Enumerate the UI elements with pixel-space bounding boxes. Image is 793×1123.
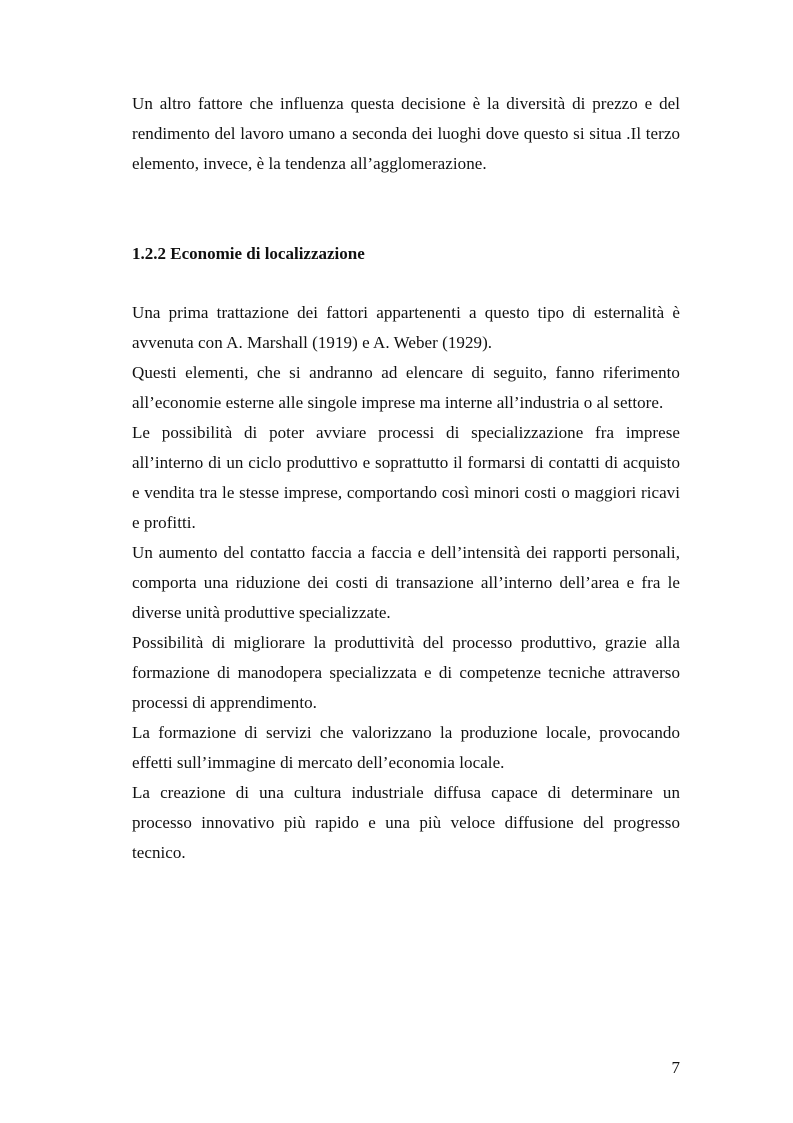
intro-paragraph: Un altro fattore che influenza questa decisione è la diversità di prezzo e del rendimento del lavoro umano a seconda dei luoghi dove questo si situa .Il terzo elemento, invece, è la tendenza all’agglomerazione. — [132, 94, 680, 173]
body-paragraph: La formazione di servizi che valorizzano la produzione locale, provocando effetti sull’immagine di mercato dell’economia locale. — [132, 723, 680, 772]
body-paragraph: Questi elementi, che si andranno ad elencare di seguito, fanno riferimento all’economie esterne alle singole imprese ma interne all’industria o al settore. — [132, 363, 680, 412]
page-number: 7 — [671, 1058, 680, 1077]
body-paragraph: Un aumento del contatto faccia a faccia e dell’intensità dei rapporti personali, comporta una riduzione dei costi di transazione all’interno dell’area e fra le diverse unità produttive specializzate. — [132, 543, 680, 622]
intro-text-block — [132, 89, 680, 179]
section-heading: 1.2.2 Economie di localizzazione — [132, 244, 365, 263]
body-paragraph: Una prima trattazione dei fattori appartenenti a questo tipo di esternalità è avvenuta con A. Marshall (1919) e A. Weber (1929). — [132, 303, 680, 352]
body-paragraph: Le possibilità di poter avviare processi di specializzazione fra imprese all’interno di un ciclo produttivo e soprattutto il formarsi di contatti di acquisto e vendita tra le stesse imprese, comportando così minori costi o maggiori ricavi e profitti. — [132, 423, 680, 532]
body-paragraph: La creazione di una cultura industriale diffusa capace di determinare un processo innovativo più rapido e una più veloce diffusione del progresso tecnico. — [132, 783, 680, 862]
section-body — [132, 298, 680, 868]
body-paragraph: Possibilità di migliorare la produttività del processo produttivo, grazie alla formazione di manodopera specializzata e di competenze tecniche attraverso processi di apprendimento. — [132, 633, 680, 712]
